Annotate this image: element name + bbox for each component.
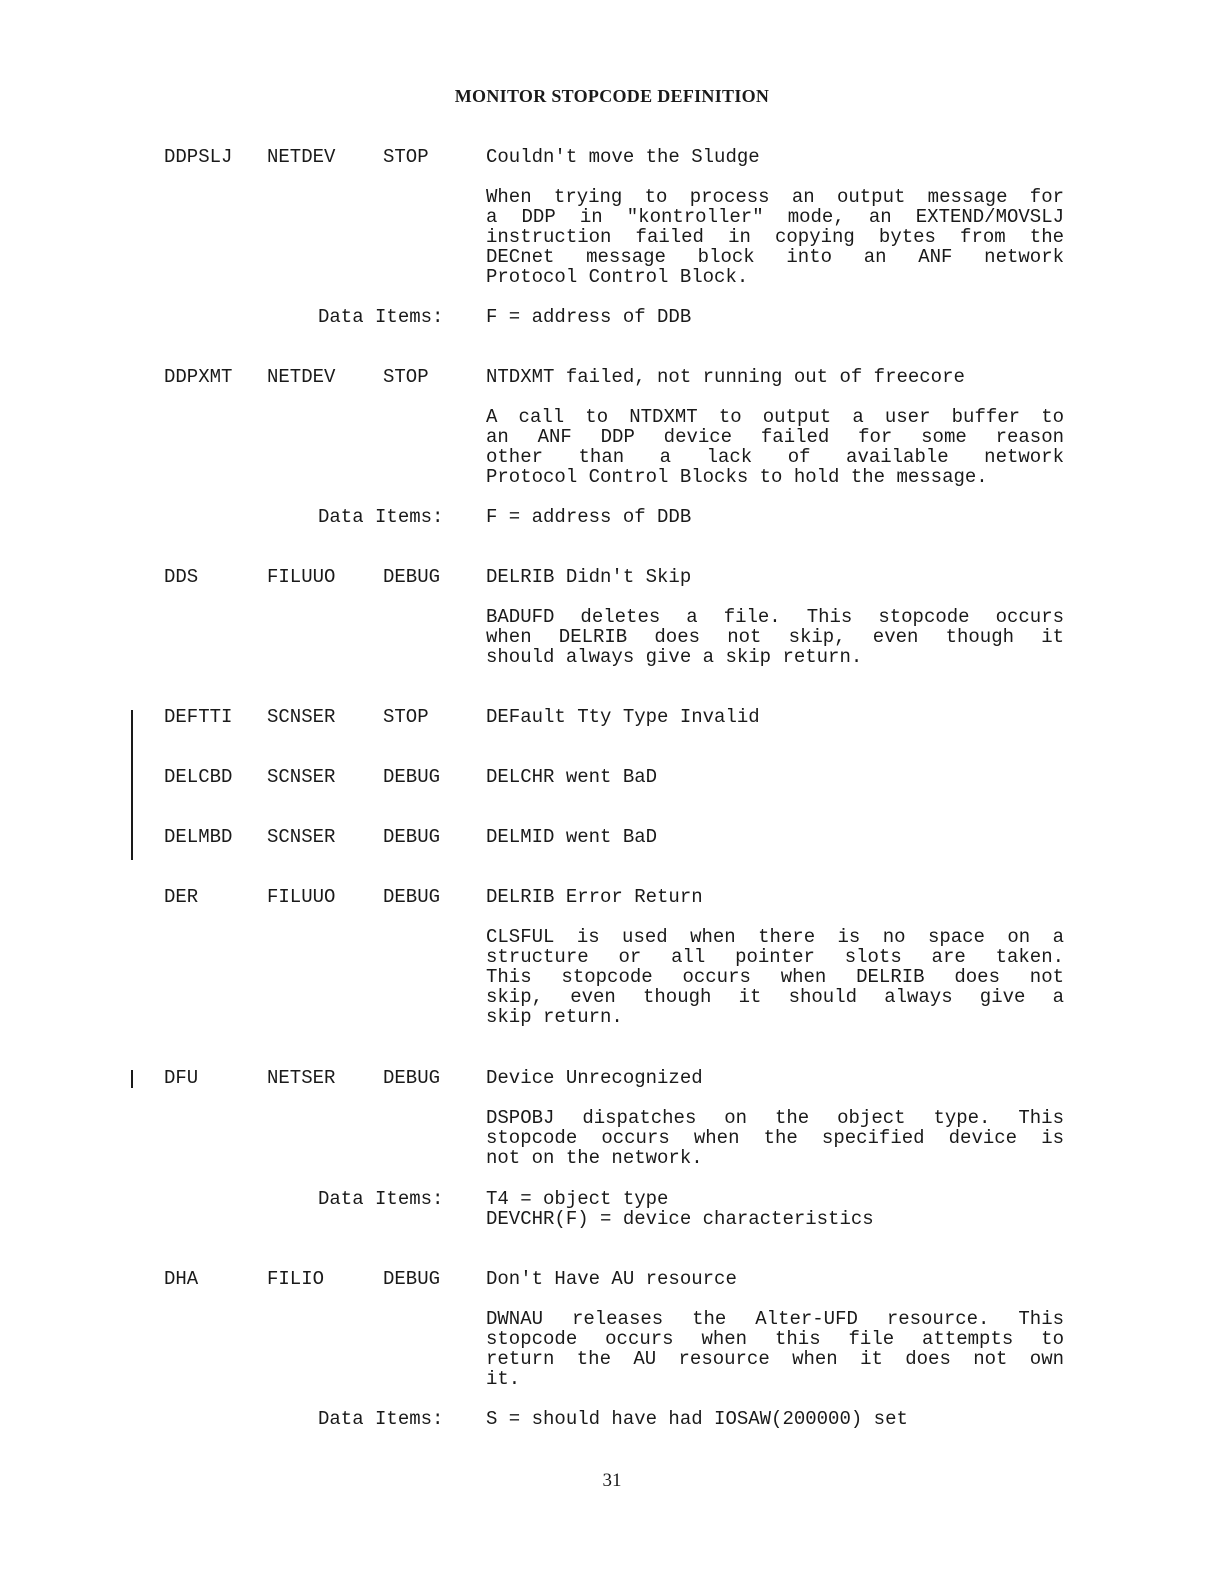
description-line: Protocol Control Blocks to hold the message. <box>486 466 988 488</box>
stopcode-module: NETSER <box>267 1067 336 1089</box>
description-line: should always give a skip return. <box>486 646 863 668</box>
stopcode-summary: NTDXMT failed, not running out of freecore <box>486 366 965 388</box>
stopcode-name: DDPXMT <box>164 366 233 388</box>
stopcode-summary: DELMID went BaD <box>486 826 658 848</box>
change-bar <box>131 1070 133 1088</box>
stopcode-description <box>486 607 1064 667</box>
stopcode-type: STOP <box>383 366 429 388</box>
data-items-label: Data Items: <box>318 306 444 328</box>
description-line: DWNAU releases the Alter-UFD resource. This <box>486 1308 1064 1330</box>
stopcode-summary: DELCHR went BaD <box>486 766 658 788</box>
stopcode-module: NETDEV <box>267 146 336 168</box>
stopcode-description <box>486 187 1064 287</box>
stopcode-module: FILUUO <box>267 886 336 908</box>
data-item: S = should have had IOSAW(200000) set <box>486 1408 908 1430</box>
description-line: Protocol Control Block. <box>486 266 749 288</box>
description-line: other than a lack of available network <box>486 446 1064 468</box>
stopcode-module: NETDEV <box>267 366 336 388</box>
stopcode-type: DEBUG <box>383 766 441 788</box>
stopcode-description <box>486 1108 1064 1168</box>
stopcode-summary: DELRIB Didn't Skip <box>486 566 692 588</box>
description-line: it. <box>486 1368 521 1390</box>
stopcode-name: DHA <box>164 1268 199 1290</box>
page-title: MONITOR STOPCODE DEFINITION <box>454 86 770 106</box>
stopcode-summary: Device Unrecognized <box>486 1067 703 1089</box>
description-line: instruction failed in copying bytes from the <box>486 226 1064 248</box>
data-item: DEVCHR(F) = device characteristics <box>486 1208 874 1230</box>
description-line: a DDP in "kontroller" mode, an EXTEND/MOVSLJ <box>486 206 1064 228</box>
stopcode-name: DDS <box>164 566 199 588</box>
description-line: A call to NTDXMT to output a user buffer to <box>486 406 1064 428</box>
stopcode-type: DEBUG <box>383 1268 441 1290</box>
stopcode-summary: DEFault Tty Type Invalid <box>486 706 760 728</box>
description-line: stopcode occurs when the specified device is <box>486 1127 1064 1149</box>
stopcode-type: STOP <box>383 706 429 728</box>
stopcode-module: FILUUO <box>267 566 336 588</box>
description-line: stopcode occurs when this file attempts to <box>486 1328 1064 1350</box>
description-line: This stopcode occurs when DELRIB does not <box>486 966 1064 988</box>
stopcode-type: DEBUG <box>383 566 441 588</box>
data-items-label: Data Items: <box>318 1408 444 1430</box>
stopcode-description <box>486 407 1064 487</box>
description-line: DECnet message block into an ANF network <box>486 246 1064 268</box>
description-line: skip return. <box>486 1006 623 1028</box>
stopcode-module: SCNSER <box>267 766 336 788</box>
stopcode-name: DER <box>164 886 199 908</box>
stopcode-type: STOP <box>383 146 429 168</box>
change-bar <box>131 710 133 860</box>
description-line: CLSFUL is used when there is no space on a <box>486 926 1064 948</box>
description-line: DSPOBJ dispatches on the object type. This <box>486 1107 1064 1129</box>
data-item: T4 = object type <box>486 1188 669 1210</box>
description-line: skip, even though it should always give a <box>486 986 1064 1008</box>
stopcode-description <box>486 927 1064 1027</box>
stopcode-summary: Couldn't move the Sludge <box>486 146 760 168</box>
stopcode-module: FILIO <box>267 1268 325 1290</box>
description-line: not on the network. <box>486 1147 703 1169</box>
stopcode-name: DFU <box>164 1067 199 1089</box>
stopcode-module: SCNSER <box>267 706 336 728</box>
stopcode-name: DELCBD <box>164 766 233 788</box>
stopcode-summary: DELRIB Error Return <box>486 886 703 908</box>
data-items-label: Data Items: <box>318 1188 444 1210</box>
stopcode-description <box>486 1309 1064 1389</box>
description-line: return the AU resource when it does not own <box>486 1348 1064 1370</box>
description-line: structure or all pointer slots are taken. <box>486 946 1064 968</box>
stopcode-module: SCNSER <box>267 826 336 848</box>
description-line: BADUFD deletes a file. This stopcode occurs <box>486 606 1064 628</box>
stopcode-name: DDPSLJ <box>164 146 233 168</box>
data-item: F = address of DDB <box>486 506 692 528</box>
description-line: When trying to process an output message for <box>486 186 1064 208</box>
data-items-label: Data Items: <box>318 506 444 528</box>
stopcode-type: DEBUG <box>383 826 441 848</box>
stopcode-type: DEBUG <box>383 1067 441 1089</box>
description-line: an ANF DDP device failed for some reason <box>486 426 1064 448</box>
stopcode-summary: Don't Have AU resource <box>486 1268 737 1290</box>
data-item: F = address of DDB <box>486 306 692 328</box>
stopcode-name: DEFTTI <box>164 706 233 728</box>
stopcode-name: DELMBD <box>164 826 233 848</box>
description-line: when DELRIB does not skip, even though it <box>486 626 1064 648</box>
stopcode-type: DEBUG <box>383 886 441 908</box>
page-number: 31 <box>602 1470 622 1491</box>
